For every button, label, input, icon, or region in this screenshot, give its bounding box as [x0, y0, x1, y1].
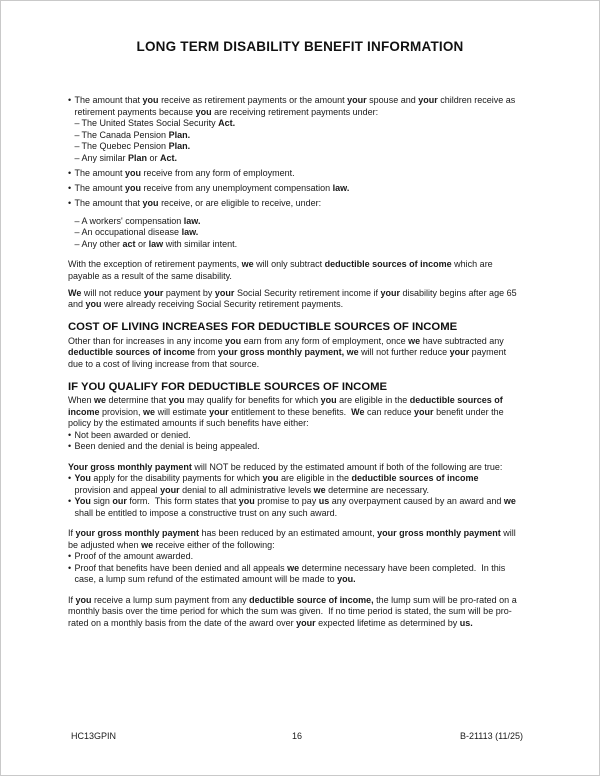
document-body: [68, 95, 520, 629]
list-item: [68, 551, 517, 563]
list-item: [68, 563, 517, 586]
text-run: We will not reduce your payment by your Social Security retirement income if your disability begins after age 65 and you were already receiving Social Security retirement payments.: [68, 287, 520, 309]
bullet-marker: •: [68, 167, 72, 178]
text-run: Your gross monthly payment will NOT be reduced by the estimated amount if both of the following are true:: [68, 461, 503, 472]
text-run: If your gross monthly payment has been reduced by an estimated amount, your gross monthly payment will be adjusted when we receive either of the following:: [68, 528, 519, 550]
dash-marker: –: [74, 227, 80, 237]
text-run: Any similar Plan or Act.: [81, 152, 178, 163]
list-item: [68, 183, 517, 195]
text-run: Not been awarded or denied.: [74, 429, 191, 440]
dash-marker: –: [74, 118, 80, 128]
list-item: [75, 227, 518, 239]
paragraph: [68, 528, 517, 551]
list-item: [75, 216, 518, 228]
paragraph: [68, 259, 517, 282]
text-run: COST OF LIVING INCREASES FOR DEDUCTIBLE SOURCES OF INCOME: [68, 321, 458, 333]
text-run: The amount you receive from any unemployment compensation law.: [74, 182, 350, 193]
list-item: [68, 168, 517, 180]
text-run: When we determine that you may qualify for benefits for which you are eligible in the deductible sources of income provision, we will estimate your entitlement to these benefits. We can reduce your benefit under the policy by the estimated amounts if such benefits have either:: [68, 395, 507, 428]
text-run: The United States Social Security Act.: [81, 118, 236, 128]
paragraph: [68, 395, 517, 430]
list-item: [68, 441, 517, 453]
list-item: [68, 95, 517, 118]
bullet-marker: •: [68, 197, 72, 208]
bullet-marker: •: [68, 551, 72, 561]
text-run: The amount that you receive as retirement payments or the amount your spouse and your children receive as retirement payments because you are receiving retirement payments under:: [74, 95, 518, 117]
list-item: [75, 118, 518, 130]
bullet-marker: •: [68, 95, 72, 105]
bullet-marker: •: [68, 441, 72, 451]
text-run: You sign our form. This form states that you promise to pay us any overpayment caused by an award and we shall be entitled to impose a constructive trust on any such award.: [74, 496, 519, 518]
dash-marker: –: [74, 238, 80, 249]
text-run: Been denied and the denial is being appealed.: [74, 441, 260, 451]
bullet-marker: •: [68, 182, 72, 193]
dash-marker: –: [74, 129, 80, 140]
text-run: An occupational disease law.: [81, 227, 199, 237]
paragraph: [68, 336, 517, 371]
text-run: With the exception of retirement payments, we will only subtract deductible sources of income which are payable as a result of the same disability.: [68, 259, 496, 281]
text-run: Other than for increases in any income you earn from any form of employment, once we have subtracted any deductible sources of income from your gross monthly payment, we will not further reduce your payment due to a cost of living increase from that source.: [68, 335, 509, 369]
section-heading: [68, 381, 517, 395]
text-run: If you receive a lump sum payment from any deductible source of income, the lump sum will be pro-rated on a monthly basis over the time period for which the sum was given. If no time period is stated, the sum will be pro-rated on a monthly basis from the date of the award over your expected lifetime as determined by us.: [68, 594, 520, 628]
list-item: [68, 496, 517, 519]
text-run: The amount that you receive, or are eligible to receive, under:: [74, 197, 322, 208]
list-item: [68, 473, 517, 496]
text-run: Any other act or law with similar intent.: [81, 238, 238, 249]
paragraph: [68, 594, 520, 630]
text-run: IF YOU QUALIFY FOR DEDUCTIBLE SOURCES OF INCOME: [68, 380, 388, 393]
list-item: [75, 141, 518, 153]
list-item: [75, 130, 518, 142]
text-run: The Quebec Pension Plan.: [81, 141, 191, 151]
bullet-marker: •: [68, 473, 72, 483]
bullet-marker: •: [68, 496, 72, 506]
page-title: LONG TERM DISABILITY BENEFIT INFORMATION: [136, 39, 464, 54]
dash-marker: –: [74, 215, 80, 226]
text-run: The Canada Pension Plan.: [81, 129, 191, 140]
footer-form-code: HC13GPIN: [71, 731, 117, 741]
footer-page-number: 16: [291, 731, 302, 741]
text-run: The amount you receive from any form of employment.: [74, 167, 295, 178]
paragraph: [68, 287, 520, 311]
dash-marker: –: [74, 141, 80, 151]
list-item: [75, 153, 518, 165]
footer-doc-number: B-21113 (11/25): [459, 731, 523, 741]
text-run: Proof that benefits have been denied and all appeals we determine necessary have been completed. In this case, a lump sum refund of the estimated amount will be made to you.: [74, 562, 508, 584]
text-run: You apply for the disability payments for which you are eligible in the deductible sources of income provision and appeal your denial to all administrative levels we determine are necessary.: [74, 473, 482, 495]
bullet-marker: •: [68, 429, 72, 440]
list-item: [68, 198, 517, 210]
list-item: [68, 430, 517, 442]
paragraph: [68, 462, 517, 474]
section-heading: [68, 321, 517, 335]
dash-marker: –: [74, 152, 80, 163]
text-run: A workers' compensation law.: [81, 215, 201, 226]
bullet-marker: •: [68, 562, 72, 573]
text-run: Proof of the amount awarded.: [74, 551, 194, 561]
list-item: [75, 239, 518, 251]
